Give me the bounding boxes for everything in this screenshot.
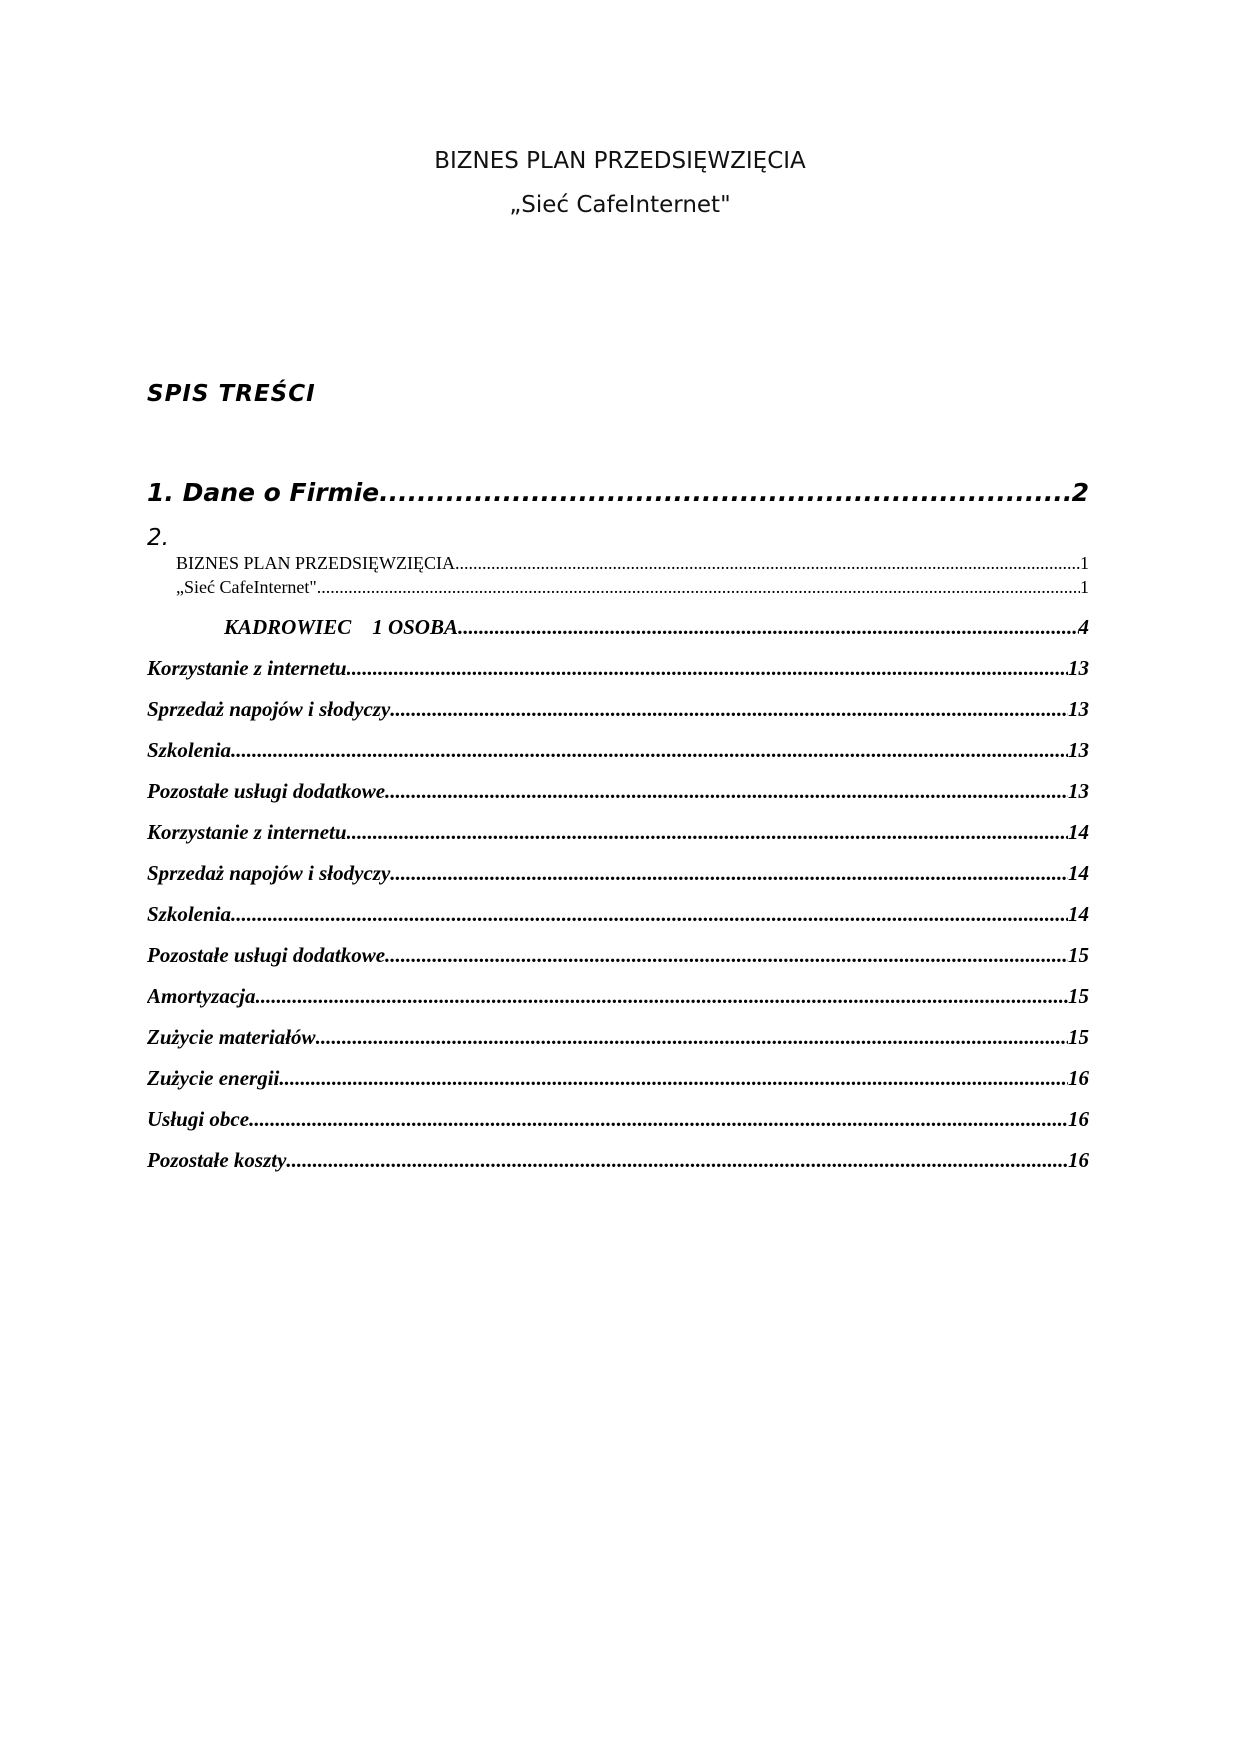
toc-entry-page: 13 <box>1068 697 1089 721</box>
toc-entry-page: 4 <box>1078 615 1089 639</box>
toc-leader <box>279 1066 1068 1091</box>
toc-leader <box>390 697 1068 722</box>
toc-entry-dane-o-firmie[interactable] <box>147 478 1089 507</box>
toc-entry-page: 13 <box>1068 779 1089 803</box>
toc-entry-label: Sprzedaż napojów i słodyczy <box>147 697 391 721</box>
toc-entry-label: Pozostałe usługi dodatkowe <box>147 779 386 803</box>
toc-entry-label: KADROWIEC 1 OSOBA <box>224 615 458 639</box>
toc-entry-label: Zużycie materiałów <box>147 1025 316 1049</box>
toc-leader <box>458 615 1079 640</box>
toc-entry-page: 14 <box>1068 820 1089 844</box>
toc-entry[interactable] <box>147 1066 1089 1091</box>
toc-entry-page: 15 <box>1068 1025 1089 1049</box>
toc-entry-label: Szkolenia <box>147 902 232 926</box>
document-title: BIZNES PLAN PRZEDSIĘWZIĘCIA <box>434 148 806 174</box>
toc-leader <box>347 656 1068 681</box>
toc-entry[interactable] <box>147 779 1089 804</box>
toc-leader <box>286 1148 1068 1173</box>
toc-entry-number: 2. <box>147 525 169 551</box>
toc-entry[interactable] <box>147 1025 1089 1050</box>
toc-entry-label: Usługi obce <box>147 1107 250 1131</box>
toc-entry-kadrowiec[interactable] <box>224 615 1089 640</box>
toc-subentry[interactable] <box>176 577 1089 598</box>
toc-entry[interactable] <box>147 820 1089 845</box>
toc-entry-label: 1. Dane o Firmie <box>147 478 380 507</box>
toc-entry-page: 2 <box>1071 478 1089 507</box>
toc-leader <box>256 984 1069 1009</box>
toc-subentry[interactable] <box>176 553 1089 574</box>
toc-entry-page: 1 <box>1080 577 1089 597</box>
toc-entry[interactable] <box>147 656 1089 681</box>
toc-entry-page: 1 <box>1080 553 1089 573</box>
toc-entry-label: Pozostałe usługi dodatkowe <box>147 943 386 967</box>
toc-entry-label: Szkolenia <box>147 738 232 762</box>
toc-entry-page: 16 <box>1068 1066 1089 1090</box>
toc-entry-page: 13 <box>1068 738 1089 762</box>
toc-leader <box>385 943 1068 968</box>
toc-entry-page: 15 <box>1068 984 1089 1008</box>
toc-entry-label: Sprzedaż napojów i słodyczy <box>147 861 391 885</box>
toc-leader <box>379 478 1071 507</box>
toc-leader <box>231 738 1068 763</box>
toc-entry-page: 14 <box>1068 861 1089 885</box>
toc-leader <box>347 820 1068 845</box>
toc-entry-page: 16 <box>1068 1107 1089 1131</box>
toc-leader <box>455 553 1080 574</box>
toc-entry[interactable] <box>147 738 1089 763</box>
toc-entry-label: Korzystanie z internetu <box>147 656 347 680</box>
document-subtitle: „Sieć CafeInternet" <box>509 192 731 218</box>
toc-entry[interactable] <box>147 697 1089 722</box>
toc-entry[interactable] <box>147 861 1089 886</box>
toc-entry-page: 16 <box>1068 1148 1089 1172</box>
toc-entry-label: Zużycie energii <box>147 1066 280 1090</box>
toc-entry[interactable] <box>147 1148 1089 1173</box>
toc-leader <box>390 861 1068 886</box>
toc-entry[interactable] <box>147 902 1089 927</box>
toc-leader <box>385 779 1068 804</box>
toc-entry-label: Pozostałe koszty <box>147 1148 287 1172</box>
toc-entry-label: BIZNES PLAN PRZEDSIĘWZIĘCIA <box>176 553 455 573</box>
toc-entry-page: 13 <box>1068 656 1089 680</box>
toc-entry-label: „Sieć CafeInternet" <box>176 577 317 597</box>
toc-leader <box>316 1025 1068 1050</box>
toc-entry[interactable] <box>147 943 1089 968</box>
toc-leader <box>231 902 1068 927</box>
toc-entry-label: Amortyzacja <box>147 984 256 1008</box>
toc-leader <box>317 577 1080 598</box>
toc-heading: SPIS TREŚCI <box>147 381 316 407</box>
toc-leader <box>249 1107 1068 1132</box>
toc-entry[interactable] <box>147 1107 1089 1132</box>
toc-entry-label: Korzystanie z internetu <box>147 820 347 844</box>
toc-entry-page: 14 <box>1068 902 1089 926</box>
toc-entry-page: 15 <box>1068 943 1089 967</box>
toc-entry[interactable] <box>147 984 1089 1009</box>
